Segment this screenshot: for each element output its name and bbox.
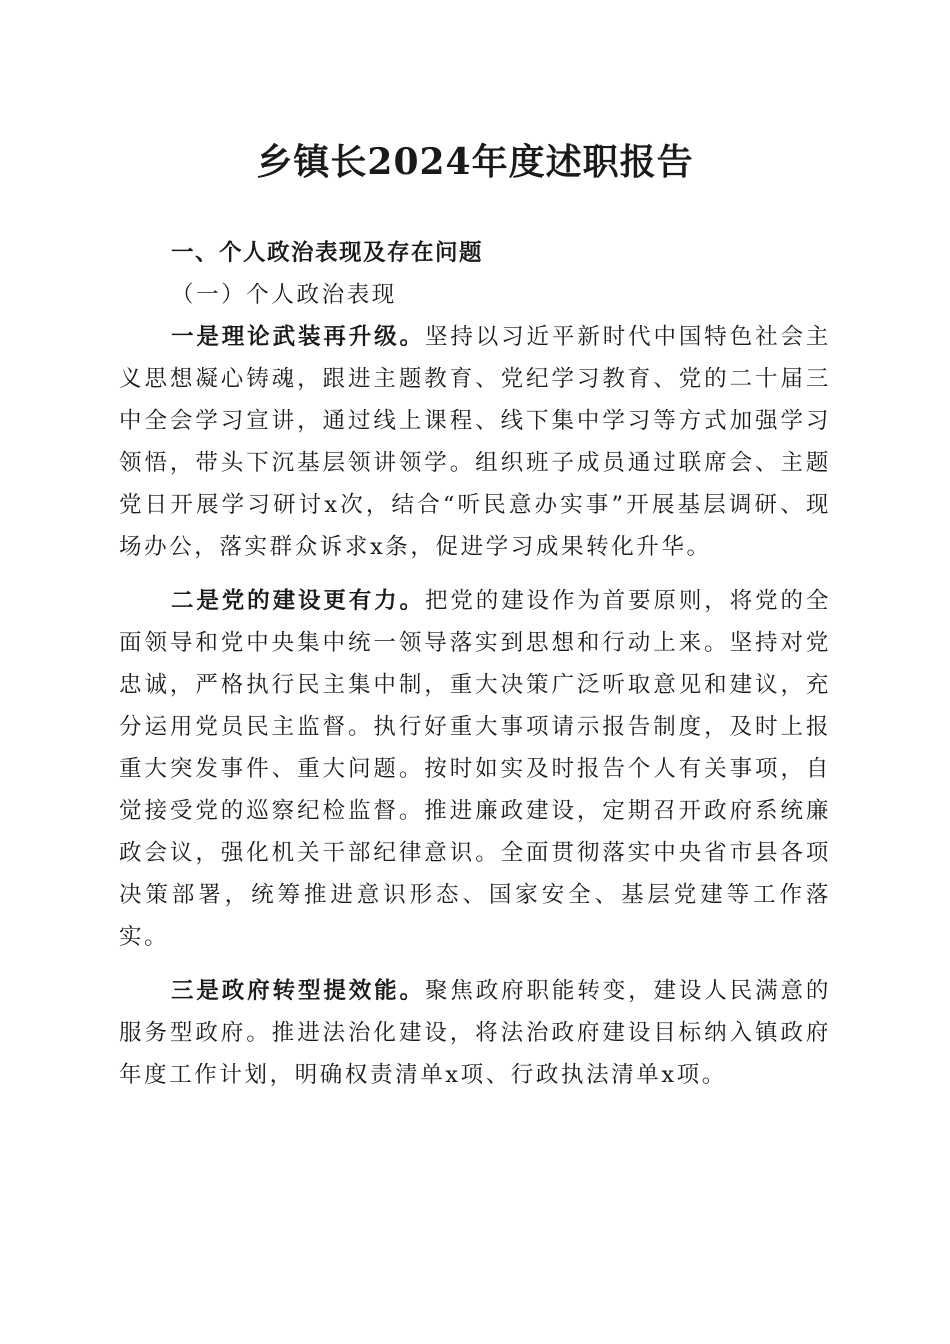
section-heading: 一、个人政治表现及存在问题 xyxy=(171,240,484,266)
document-body xyxy=(119,232,831,1108)
paragraph-lead: 三是政府转型提效能。 xyxy=(171,978,425,1004)
paragraph-lead: 一是理论武装再升级。 xyxy=(171,324,425,350)
paragraph-government-transformation xyxy=(119,970,831,1096)
subsection-heading: （一）个人政治表现 xyxy=(171,282,397,308)
paragraph-text: 聚焦政府职能转变，建设人民满意的服务型政府。推进法治化建设，将法治政府建设目标纳入镇政府年度工作计划，明确权责清单x项、行政执法清单x项。 xyxy=(119,978,831,1088)
paragraph-theory xyxy=(119,316,831,568)
paragraph-text: 把党的建设作为首要原则，将党的全面领导和党中央集中统一领导落实到思想和行动上来。坚持对党忠诚，严格执行民主集中制，重大决策广泛听取意见和建议，充分运用党员民主监督。执行好重大事项请示报告制度，及时上报重大突发事件、重大问题。按时如实及时报告个人有关事项，自觉接受党的巡察纪检监督。推进廉政建设，定期召开政府系统廉政会议，强化机关干部纪律意识。全面贯彻落实中央省市县各项决策部署，统筹推进意识形态、国家安全、基层党建等工作落实。 xyxy=(119,588,831,950)
paragraph-party-building xyxy=(119,580,831,958)
paragraph-lead: 二是党的建设更有力。 xyxy=(171,588,425,614)
paragraph-text: 坚持以习近平新时代中国特色社会主义思想凝心铸魂，跟进主题教育、党纪学习教育、党的二十届三中全会学习宣讲，通过线上课程、线下集中学习等方式加强学习领悟，带头下沉基层领讲领学。组织班子成员通过联席会、主题党日开展学习研讨x次，结合“听民意办实事”开展基层调研、现场办公，落实群众诉求x条，促进学习成果转化升华。 xyxy=(119,324,831,560)
document-title: 乡镇长2024年度述职报告 xyxy=(256,141,694,183)
